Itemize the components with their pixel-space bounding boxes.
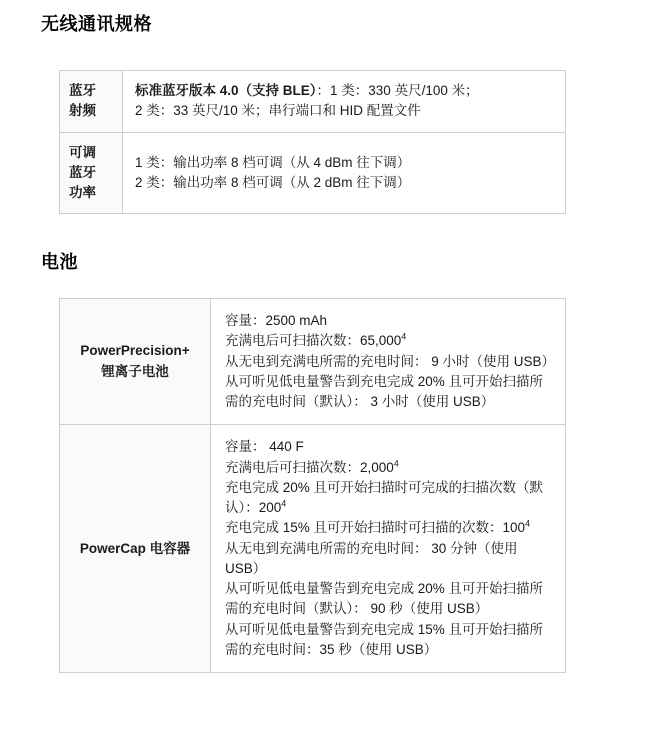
row-value-text: 充满电后可扫描次数：2,000 <box>225 459 394 475</box>
row-value-text: 从无电到充满电所需的充电时间： 30 分钟（使用 USB） <box>225 540 518 576</box>
row-value-line <box>225 478 551 519</box>
row-label-powercap-capacitor <box>60 425 211 673</box>
row-value-line <box>225 539 551 580</box>
row-value-adjustable-bluetooth-power <box>123 132 566 214</box>
row-value-line <box>225 352 556 372</box>
row-label-line: 蓝牙 <box>69 83 96 98</box>
row-value-powerprecision-battery <box>211 299 566 425</box>
row-value-line <box>225 372 551 413</box>
page-title-wireless: 无线通讯规格 <box>41 14 152 34</box>
row-label-adjustable-bluetooth-power <box>60 132 123 214</box>
row-value-line: 2 类：33 英尺/10 米；串行端口和 HID 配置文件 <box>135 103 421 119</box>
page-title-battery: 电池 <box>41 252 78 272</box>
row-value-line <box>225 311 551 331</box>
row-value-text: 充电完成 15% 且可开始扫描时可扫描的次数：100 <box>225 520 526 536</box>
row-value-line <box>225 458 551 478</box>
row-value-line: 标准蓝牙版本 4.0（支持 BLE）：1 类：330 英尺/100 米； <box>135 83 479 98</box>
row-value-line <box>225 437 551 457</box>
row-value-line <box>225 620 551 661</box>
battery-spec-table <box>59 298 566 673</box>
row-value-text: 充满电后可扫描次数：65,000 <box>225 333 402 349</box>
row-value-line: 2 类：输出功率 8 档可调（从 2 dBm 往下调） <box>135 174 411 190</box>
table-row <box>60 71 566 133</box>
row-label-line: 锂离子电池 <box>101 363 169 379</box>
row-label-line: 功率 <box>69 185 96 200</box>
row-label-line: 蓝牙 <box>69 164 96 180</box>
row-value-line <box>225 579 551 620</box>
row-value-line: 1 类：输出功率 8 档可调（从 4 dBm 往下调） <box>135 154 411 170</box>
row-value-text: 从可听见低电量警告到充电完成 20% 且可开始扫描所需的充电时间（默认）： 3 小时（使用 USB） <box>225 373 544 409</box>
row-value-text: 容量：2500 mAh <box>225 313 328 328</box>
row-label-line: 可调 <box>69 144 96 160</box>
row-value-text: 从无电到充满电所需的充电时间： 9 小时（使用 USB） <box>225 353 556 369</box>
row-value-text: 容量： 440 F <box>225 439 304 455</box>
footnote-marker: 4 <box>401 331 407 342</box>
row-label-line: PowerPrecision+ <box>80 343 190 359</box>
row-value-bluetooth-radio <box>123 71 566 133</box>
table-row <box>60 299 566 425</box>
row-value-line <box>225 331 551 351</box>
row-value-line <box>225 518 551 538</box>
row-value-text: 从可听见低电量警告到充电完成 15% 且可开始扫描所需的充电时间：35 秒（使用 USB） <box>225 621 544 657</box>
table-row <box>60 425 566 673</box>
row-value-text: 从可听见低电量警告到充电完成 20% 且可开始扫描所需的充电时间（默认）： 90 秒（使用 USB） <box>225 581 544 617</box>
table-row <box>60 132 566 214</box>
row-label-bluetooth-radio <box>60 71 123 133</box>
wireless-spec-table-wrapper <box>59 70 566 214</box>
row-label-line: PowerCap 电容器 <box>79 540 191 556</box>
row-label-powerprecision-battery <box>60 299 211 425</box>
row-value-powercap-capacitor <box>211 425 566 673</box>
footnote-marker: 4 <box>525 518 531 529</box>
row-value-text: 充电完成 20% 且可开始扫描时可完成的扫描次数（默认）：200 <box>225 479 544 515</box>
footnote-marker: 4 <box>393 458 399 468</box>
footnote-marker: 4 <box>281 498 287 509</box>
wireless-spec-table <box>59 70 566 214</box>
battery-spec-table-wrapper <box>59 298 566 673</box>
row-label-line: 射频 <box>69 103 96 119</box>
